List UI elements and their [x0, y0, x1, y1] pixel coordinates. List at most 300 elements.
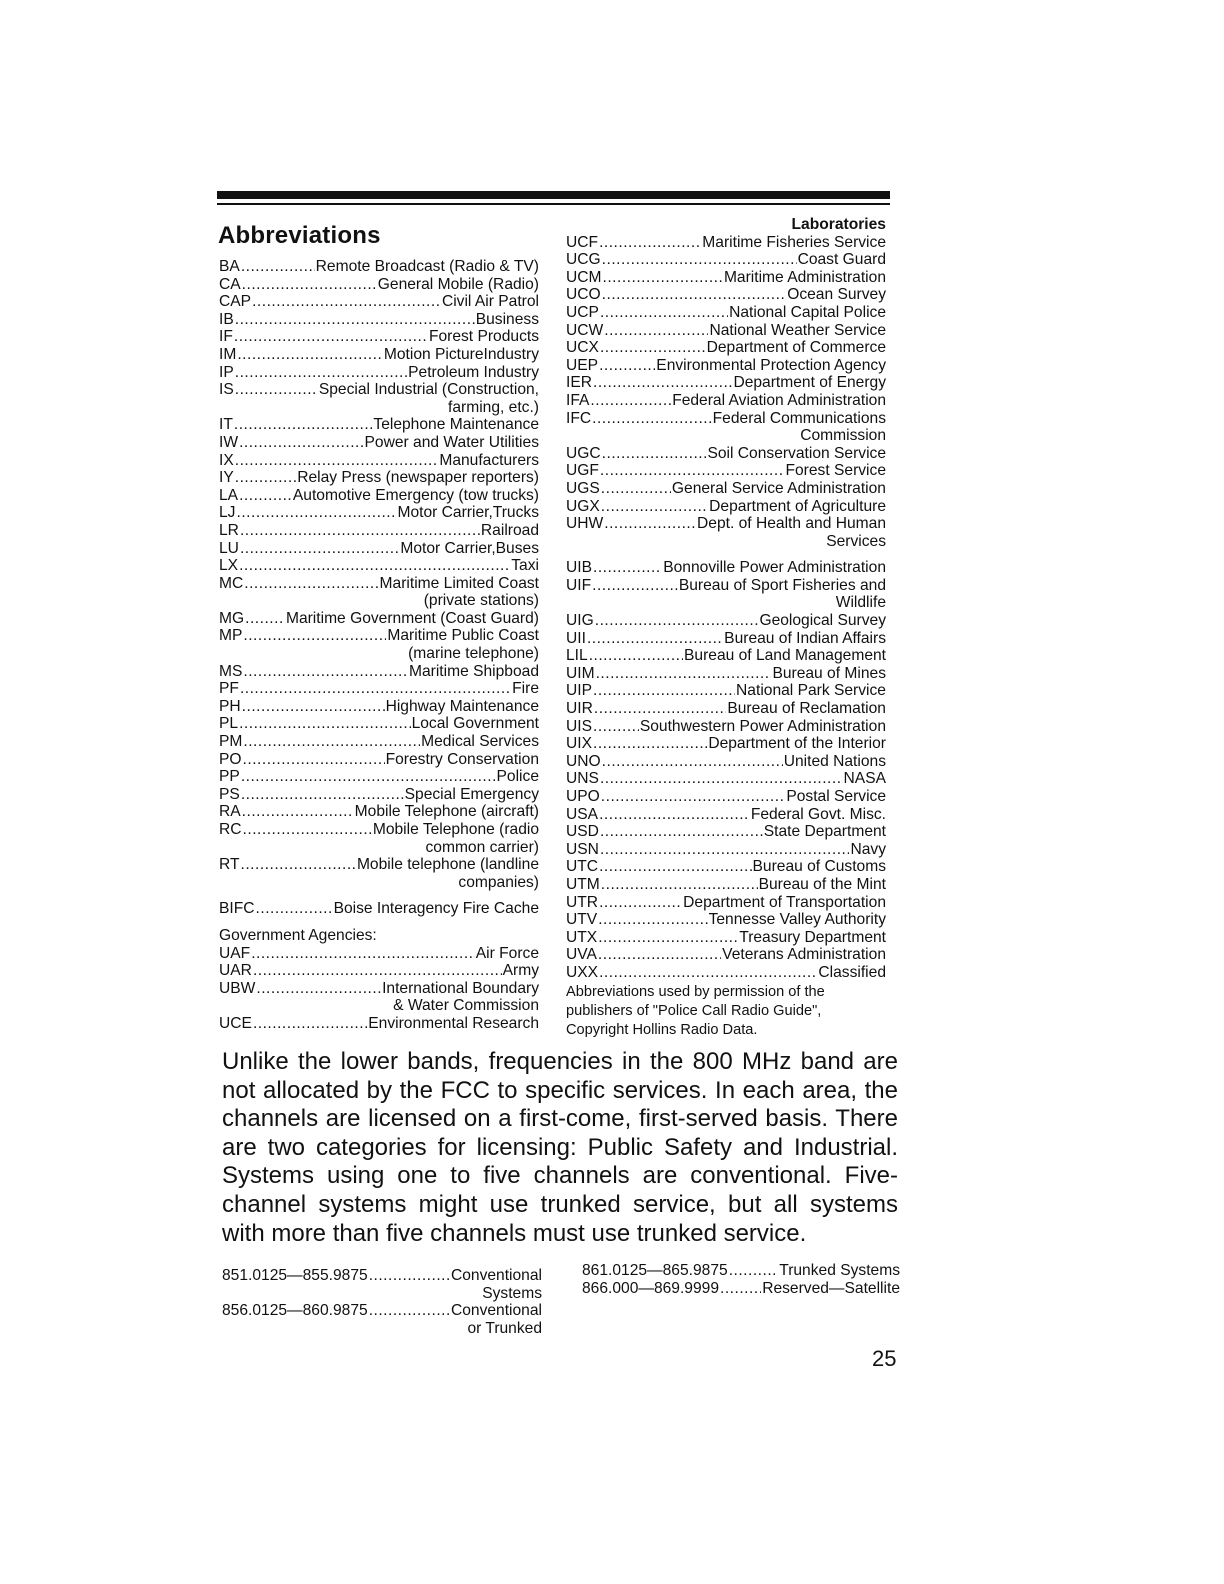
abbreviation-entry: [566, 841, 886, 859]
abbreviation-entry: [219, 663, 539, 681]
abbreviation-entry: [219, 680, 539, 698]
entry-spacer: [566, 550, 886, 559]
abbreviation-description: Motion PictureIndustry: [383, 345, 539, 363]
abbreviation-description: Forestry Conservation: [385, 750, 539, 768]
leader-dots: [596, 665, 772, 683]
abbreviation-entry: [219, 1015, 539, 1033]
leader-dots: [241, 786, 404, 804]
leader-dots: [598, 929, 738, 947]
abbreviation-description: Navy: [850, 840, 886, 858]
abbreviation-entry: [219, 768, 539, 786]
abbreviation-description: Mobile Telephone (aircraft): [354, 803, 539, 821]
abbreviation-code: IFA: [566, 391, 590, 409]
leader-dots: [240, 540, 399, 558]
leader-dots: [601, 498, 708, 516]
abbreviation-description: Manufacturers: [439, 451, 539, 469]
abbreviation-code: PS: [219, 785, 240, 803]
abbreviation-description: Federal Aviation Administration: [672, 391, 886, 409]
left-abbreviation-list: [219, 258, 539, 918]
abbreviation-code: UGX: [566, 497, 600, 515]
abbreviation-description: Civil Air Patrol: [441, 293, 539, 311]
leader-dots: [241, 856, 356, 874]
abbreviation-description: Business: [475, 310, 539, 328]
abbreviation-code: LU: [219, 539, 239, 557]
abbreviation-code: PM: [219, 733, 243, 751]
abbreviation-description: Police: [496, 768, 539, 786]
abbreviation-description: Bureau of Indian Affairs: [724, 629, 886, 647]
leader-dots: [237, 346, 383, 364]
gov-agencies-heading: Government Agencies:: [219, 926, 377, 944]
page-number: 25: [872, 1346, 897, 1371]
abbreviation-code: USN: [566, 840, 599, 858]
abbreviation-description: Army: [502, 962, 539, 980]
leader-dots: [234, 328, 428, 346]
abbreviation-entry: [219, 469, 539, 487]
abbreviation-code: MS: [219, 662, 243, 680]
abbreviation-entry: [219, 557, 539, 575]
leader-dots: [239, 557, 510, 575]
abbreviation-code: UAF: [219, 944, 251, 962]
leader-dots: [599, 806, 750, 824]
abbreviation-description-continued: (marine telephone): [408, 645, 539, 663]
abbreviation-description: Motor Carrier,Trucks: [397, 504, 539, 522]
abbreviation-description: International Boundary: [382, 979, 539, 997]
abbreviation-description: Bureau of Mines: [772, 664, 886, 682]
abbreviation-description-continued: & Water Commission: [393, 997, 539, 1015]
leader-dots: [729, 1262, 779, 1280]
leader-dots: [369, 1267, 450, 1285]
abbreviation-description: Bureau of Reclamation: [727, 700, 886, 718]
abbreviation-entry: [566, 251, 886, 269]
abbreviation-description: Railroad: [480, 521, 539, 539]
abbreviation-entry: [566, 559, 886, 577]
leader-dots: [593, 718, 639, 736]
abbreviation-code: UGS: [566, 479, 600, 497]
abbreviation-entry: [219, 786, 539, 804]
abbreviation-code: IF: [219, 328, 233, 346]
abbreviation-entry: [566, 480, 886, 498]
abbreviation-description: Maritime Public Coast: [387, 627, 539, 645]
abbreviation-description-continued: or Trunked: [467, 1319, 542, 1337]
leader-dots: [600, 339, 706, 357]
abbreviation-code: UTR: [566, 893, 599, 911]
abbreviation-description: NASA: [843, 770, 886, 788]
frequency-left-entries: [222, 1267, 542, 1337]
abbreviation-entry: [219, 575, 539, 593]
abbreviation-code: UIP: [566, 682, 592, 700]
abbreviation-description: General Service Administration: [671, 479, 886, 497]
leader-dots: [599, 357, 655, 375]
abbreviation-entry: [219, 434, 539, 452]
leader-dots: [593, 735, 707, 753]
abbreviation-description: Treasury Department: [739, 928, 886, 946]
abbreviation-code: BA: [219, 258, 240, 275]
abbreviation-description: Dept. of Health and Human: [697, 515, 886, 533]
abbreviation-description: National Weather Service: [709, 321, 886, 339]
abbreviation-entry: [582, 1280, 900, 1298]
abbreviation-entry: [219, 856, 539, 874]
abbreviation-description: Petroleum Industry: [408, 363, 539, 381]
abbreviation-code: UBW: [219, 979, 256, 997]
abbreviation-code: LJ: [219, 504, 236, 522]
abbreviation-entry: [582, 1262, 900, 1280]
abbreviation-code: IY: [219, 469, 234, 487]
abbreviation-entry: [566, 462, 886, 480]
abbreviation-entry: [219, 487, 539, 505]
abbreviation-code: PL: [219, 715, 239, 733]
abbreviation-description: Federal Communications: [712, 409, 886, 427]
leader-dots: [243, 821, 372, 839]
abbreviation-code: UAR: [219, 962, 252, 980]
abbreviation-entry: [566, 718, 886, 736]
abbreviation-code: 856.0125—860.9875: [222, 1302, 368, 1320]
abbreviation-code: UGF: [566, 462, 599, 480]
abbreviation-description: Veterans Administration: [722, 946, 886, 964]
leader-dots: [592, 410, 712, 428]
abbreviation-entry: [566, 735, 886, 753]
leader-dots: [242, 803, 354, 821]
frequency-list-left: [222, 1267, 542, 1337]
leader-dots: [256, 980, 381, 998]
abbreviation-entry: [566, 946, 886, 964]
abbreviation-entry: [566, 410, 886, 428]
abbreviation-code: UNO: [566, 752, 601, 770]
abbreviation-description: Department of Transportation: [683, 893, 886, 911]
leader-dots: [252, 293, 441, 311]
leader-dots: [601, 480, 671, 498]
abbreviation-entry: [566, 269, 886, 287]
abbreviation-description: Fire: [512, 680, 539, 698]
leader-dots: [235, 381, 318, 399]
abbreviation-entry: [219, 610, 539, 628]
abbreviation-description: Environmental Research: [368, 1014, 539, 1032]
abbreviation-code: IW: [219, 433, 239, 451]
abbreviation-description: Department of Agriculture: [709, 497, 886, 515]
abbreviation-code: UIR: [566, 700, 593, 718]
abbreviation-code: UIF: [566, 576, 592, 594]
abbreviation-entry: [219, 328, 539, 346]
leader-dots: [600, 304, 728, 322]
right-abbreviations-column: [566, 216, 886, 1039]
abbreviation-entry: [219, 698, 539, 716]
leader-dots: [243, 627, 386, 645]
abbreviation-entry: [219, 311, 539, 329]
abbreviation-code: MG: [219, 609, 245, 627]
leader-dots: [600, 770, 843, 788]
abbreviation-entry: [566, 612, 886, 630]
leader-dots: [593, 374, 732, 392]
abbreviation-entry: [566, 700, 886, 718]
leader-dots: [243, 663, 408, 681]
abbreviation-entry: [566, 374, 886, 392]
leader-dots: [600, 841, 850, 859]
abbreviation-code: UGC: [566, 444, 601, 462]
leader-dots: [235, 364, 407, 382]
abbreviation-description: Reserved—Satellite: [762, 1279, 900, 1297]
abbreviation-entry: [566, 322, 886, 340]
leader-dots: [239, 715, 411, 733]
leader-dots: [244, 575, 378, 593]
gov-agencies-list: [219, 945, 539, 1033]
abbreviation-code: USD: [566, 823, 599, 841]
leader-dots: [242, 698, 385, 716]
abbreviation-description: Ocean Survey: [787, 286, 886, 304]
abbreviation-code: UIG: [566, 612, 594, 630]
leader-dots: [240, 522, 480, 540]
abbreviation-description: Department of Commerce: [706, 339, 886, 357]
abbreviation-entry: [566, 234, 886, 252]
credit-line-2: publishers of "Police Call Radio Guide",: [566, 1002, 822, 1019]
abbreviation-description: Automotive Emergency (tow trucks): [292, 486, 539, 504]
leader-dots: [243, 733, 420, 751]
leader-dots: [599, 894, 682, 912]
abbreviation-code: USA: [566, 805, 599, 823]
leader-dots: [590, 392, 671, 410]
entry-spacer: [219, 891, 539, 900]
abbreviation-code: UIB: [566, 559, 592, 577]
abbreviation-entry: [219, 452, 539, 470]
abbreviation-code: LIL: [566, 647, 588, 665]
abbreviation-code: 866.000—869.9999: [582, 1279, 720, 1297]
abbreviation-description: Taxi: [511, 557, 539, 575]
abbreviation-code: UII: [566, 629, 586, 647]
abbreviation-description: Soil Conservation Service: [707, 444, 886, 462]
abbreviation-description: Maritime Administration: [723, 268, 886, 286]
abbreviation-code: PH: [219, 697, 241, 715]
abbreviation-description: Bureau of Land Management: [684, 647, 886, 665]
abbreviation-entry: [219, 381, 539, 399]
abbreviation-entry: [566, 753, 886, 771]
leader-dots: [604, 515, 696, 533]
abbreviation-entry: [219, 540, 539, 558]
laboratories-continuation: Laboratories: [791, 216, 886, 233]
leader-dots: [369, 1302, 450, 1320]
abbreviation-description: Mobile Telephone (radio: [372, 821, 539, 838]
abbreviation-code: RC: [219, 821, 242, 838]
abbreviation-code: CA: [219, 275, 241, 293]
abbreviation-description-continued: common carrier): [425, 838, 539, 856]
abbreviation-entry: [566, 665, 886, 683]
abbreviation-description: Air Force: [475, 944, 539, 962]
abbreviation-entry: [219, 258, 539, 276]
abbreviation-description: National Park Service: [736, 682, 886, 700]
abbreviation-description: Bureau of the Mint: [758, 875, 886, 893]
abbreviation-entry: [566, 823, 886, 841]
abbreviation-code: UTM: [566, 875, 600, 893]
leader-dots: [600, 462, 785, 480]
credit-line-1: Abbreviations used by permission of the: [566, 983, 825, 1000]
abbreviation-code: IS: [219, 381, 234, 399]
abbreviation-description: Federal Govt. Misc.: [750, 805, 886, 823]
leader-dots: [604, 322, 708, 340]
leader-dots: [601, 876, 758, 894]
leader-dots: [239, 434, 363, 452]
leader-dots: [243, 751, 385, 769]
leader-dots: [256, 900, 333, 918]
abbreviation-entry: [566, 894, 886, 912]
abbreviation-code: IT: [219, 416, 233, 434]
leader-dots: [235, 469, 296, 487]
abbreviation-description-continued: Wildlife: [835, 594, 886, 612]
abbreviation-code: LX: [219, 557, 239, 575]
abbreviation-description: Maritime Fisheries Service: [702, 233, 886, 251]
abbreviation-entry: [219, 364, 539, 382]
abbreviation-code: UCG: [566, 251, 601, 269]
abbreviation-description: Coast Guard: [797, 251, 886, 269]
abbreviation-code: UCP: [566, 303, 599, 321]
abbreviation-description: State Department: [763, 823, 886, 841]
leader-dots: [599, 858, 751, 876]
abbreviation-code: PF: [219, 680, 239, 698]
abbreviation-description: Tennesse Valley Authority: [708, 911, 886, 929]
abbreviation-entry: [566, 929, 886, 947]
leader-dots: [245, 610, 285, 628]
abbreviation-description: Medical Services: [421, 733, 539, 751]
leader-dots: [602, 753, 783, 771]
abbreviation-entry: [219, 627, 539, 645]
abbreviation-description: Classified: [818, 963, 886, 981]
frequency-list-right: [582, 1262, 900, 1297]
abbreviation-code: UXX: [566, 963, 599, 981]
abbreviation-code: PP: [219, 768, 240, 786]
abbreviation-entry: [566, 876, 886, 894]
leader-dots: [587, 630, 723, 648]
abbreviation-code: IER: [566, 374, 592, 392]
abbreviation-description-continued: (private stations): [423, 592, 539, 610]
leader-dots: [253, 962, 502, 980]
abbreviation-code: BIFC: [219, 900, 255, 918]
abbreviation-code: UTX: [566, 928, 598, 946]
abbreviation-entry: [219, 900, 539, 918]
abbreviation-description: Maritime Government (Coast Guard): [285, 609, 539, 627]
abbreviation-description: Department of Energy: [733, 374, 886, 392]
abbreviation-entry: [566, 964, 886, 982]
abbreviation-entry: [219, 715, 539, 733]
leader-dots: [241, 258, 315, 276]
abbreviation-description: Geological Survey: [759, 612, 886, 630]
leader-dots: [598, 946, 721, 964]
abbreviation-description: Forest Service: [785, 462, 886, 480]
leader-dots: [599, 964, 817, 982]
leader-dots: [593, 559, 662, 577]
abbreviation-description: Postal Service: [786, 788, 886, 805]
abbreviation-entry: [566, 682, 886, 700]
abbreviation-code: UTC: [566, 858, 599, 876]
abbreviation-entry: [566, 788, 886, 806]
abbreviation-description-continued: Services: [826, 532, 886, 550]
leader-dots: [602, 286, 787, 304]
leader-dots: [235, 311, 475, 329]
abbreviation-code: UIX: [566, 735, 592, 753]
abbreviation-description: Relay Press (newspaper reporters): [297, 469, 539, 487]
abbreviation-description: Bureau of Sport Fisheries and: [678, 576, 886, 594]
abbreviation-code: UCO: [566, 286, 601, 304]
leader-dots: [236, 504, 396, 522]
abbreviation-entry: [219, 821, 539, 839]
abbreviation-code: UCW: [566, 321, 604, 339]
abbreviation-code: IM: [219, 345, 237, 363]
abbreviation-entry: [219, 751, 539, 769]
leader-dots: [253, 1015, 367, 1033]
abbreviation-code: UVA: [566, 946, 597, 964]
abbreviation-description: Maritime Limited Coast: [379, 574, 539, 592]
header-rule-thin: [217, 203, 890, 205]
abbreviation-code: 851.0125—855.9875: [222, 1267, 368, 1284]
abbreviation-description: United Nations: [783, 752, 886, 770]
abbreviation-description: Department of the Interior: [708, 735, 886, 753]
leader-dots: [593, 682, 735, 700]
abbreviation-code: UTV: [566, 911, 598, 929]
leader-dots: [594, 700, 727, 718]
abbreviation-description: Power and Water Utilities: [364, 433, 539, 451]
abbreviation-description: National Capital Police: [729, 303, 886, 321]
abbreviation-description: Bonnoville Power Administration: [663, 559, 886, 577]
abbreviation-description-continued: companies): [458, 873, 539, 891]
abbreviation-code: RA: [219, 803, 241, 821]
abbreviation-description: Telephone Maintenance: [373, 416, 539, 434]
abbreviation-entry: [219, 522, 539, 540]
abbreviation-code: MC: [219, 574, 244, 592]
abbreviation-entry: [566, 304, 886, 322]
leader-dots: [600, 823, 763, 841]
abbreviation-description: Motor Carrier,Buses: [400, 539, 539, 557]
leader-dots: [242, 276, 377, 294]
abbreviation-entry: [219, 980, 539, 998]
abbreviation-entry: [219, 504, 539, 522]
abbreviation-entry: [219, 346, 539, 364]
leader-dots: [251, 945, 475, 963]
abbreviation-code: UCF: [566, 233, 599, 251]
abbreviation-code: IX: [219, 451, 234, 469]
abbreviation-description-continued: farming, etc.): [448, 398, 539, 416]
leader-dots: [601, 788, 786, 806]
abbreviation-entry: [222, 1302, 542, 1320]
page-title: Abbreviations: [218, 222, 381, 249]
abbreviation-code: UPO: [566, 788, 600, 805]
leader-dots: [602, 251, 797, 269]
leader-dots: [241, 768, 496, 786]
abbreviation-entry: [219, 733, 539, 751]
abbreviation-description-continued: Systems: [482, 1284, 542, 1302]
abbreviation-description: Boise Interagency Fire Cache: [333, 900, 539, 918]
abbreviation-code: UCE: [219, 1014, 252, 1032]
abbreviation-code: UCM: [566, 268, 602, 286]
header-rule-thick: [217, 191, 890, 199]
abbreviation-description: Highway Maintenance: [385, 697, 539, 715]
abbreviation-code: IB: [219, 310, 234, 328]
abbreviation-description: Special Industrial (Construction,: [318, 381, 539, 399]
abbreviation-code: UHW: [566, 515, 604, 533]
abbreviation-entry: [566, 577, 886, 595]
abbreviation-entry: [566, 339, 886, 357]
abbreviation-code: IP: [219, 363, 234, 381]
leader-dots: [602, 445, 707, 463]
abbreviation-entry: [222, 1267, 542, 1285]
abbreviation-description: Trunked Systems: [779, 1262, 900, 1279]
right-abbreviation-list: [566, 234, 886, 982]
abbreviation-description: Conventional: [450, 1267, 542, 1284]
leader-dots: [603, 269, 723, 287]
body-paragraph: Unlike the lower bands, frequencies in the 800 MHz band are not allocated by the FCC to specific services. In each area, the channels are licensed on a first-come, first-served basis. There are two categories for licensing: Public Safety and Industrial. Systems using one to five channels are conventional. Five-channel systems might use trunked service, but all systems with more than five channels must use trunked service.: [222, 1048, 898, 1247]
abbreviation-entry: [566, 770, 886, 788]
abbreviation-description: Bureau of Customs: [752, 858, 886, 876]
left-abbreviations-column: [219, 258, 539, 1033]
abbreviation-code: PO: [219, 750, 242, 768]
leader-dots: [234, 416, 373, 434]
abbreviation-code: UEP: [566, 356, 599, 374]
leader-dots: [235, 452, 439, 470]
abbreviation-entry: [219, 945, 539, 963]
